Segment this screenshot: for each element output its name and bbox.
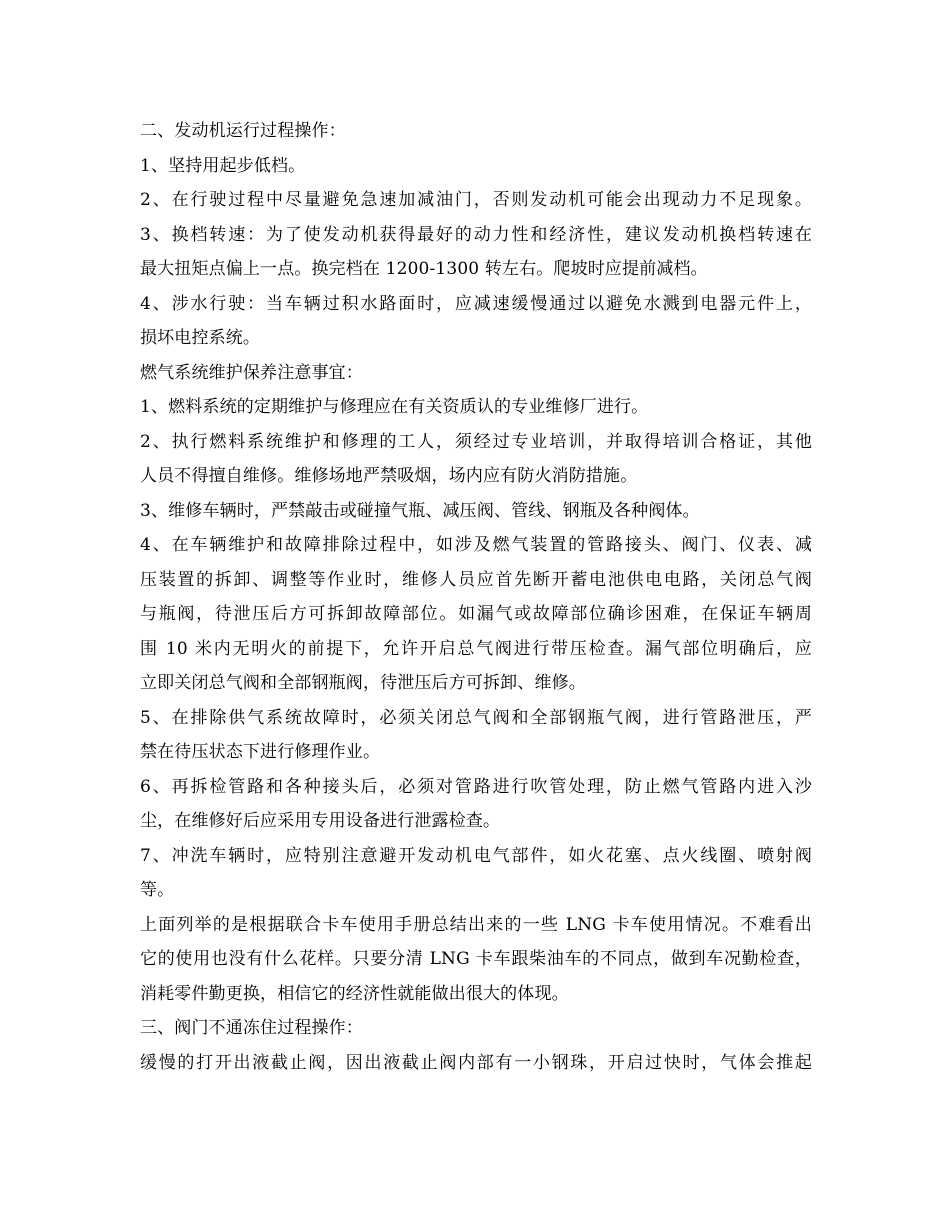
text-line: 缓慢的打开出液截止阀，因出液截止阀内部有一小钢珠，开启过快时，气体会推起 [140,1052,812,1073]
text-line: 压装置的拆卸、调整等作业时，维修人员应首先断开蓄电池供电电路，关闭总气阀 [140,569,812,590]
text-line: 最大扭矩点偏上一点。换完档在 1200-1300 转左右。爬坡时应提前减档。 [140,259,708,279]
text-line: 4、涉水行驶：当车辆过积水路面时，应减速缓慢通过以避免水溅到电器元件上， [140,293,812,314]
text-line: 尘，在维修好后应采用专用设备进行泄露检查。 [140,811,501,831]
text-line: 燃气系统维护保养注意事宜： [140,362,363,383]
text-line: 二、发动机运行过程操作： [140,121,346,141]
text-line: 禁在待压状态下进行修理作业。 [140,742,381,762]
text-line: 围 10 米内无明火的前提下，允许开启总气阀进行带压检查。漏气部位明确后，应 [140,638,812,659]
text-line: 三、阀门不通冻住过程操作： [140,1018,363,1038]
text-line: 消耗零件勤更换，相信它的经济性就能做出很大的体现。 [140,983,569,1004]
text-line: 4、在车辆维护和故障排除过程中，如涉及燃气装置的管路接头、阀门、仪表、减 [140,535,812,555]
text-line: 人员不得擅自维修。维修场地严禁吸烟，场内应有防火消防措施。 [140,466,638,486]
text-line: 2、在行驶过程中尽量避免急速加减油门，否则发动机可能会出现动力不足现象。 [140,190,812,210]
text-line: 7、冲洗车辆时，应特别注意避开发动机电气部件，如火花塞、点火线圈、喷射阀 [140,845,812,866]
text-line: 1、坚持用起步低档。 [140,155,306,176]
text-line: 损坏电控系统。 [140,328,261,348]
text-line: 2、执行燃料系统维护和修理的工人，须经过专业培训，并取得培训合格证，其他 [140,431,812,452]
text-line: 它的使用也没有什么花样。只要分清 LNG 卡车跟柴油车的不同点，做到车况勤检查， [140,949,812,969]
text-line: 立即关闭总气阀和全部钢瓶阀，待泄压后方可拆卸、维修。 [140,673,586,693]
text-line: 3、换档转速：为了使发动机获得最好的动力性和经济性，建议发动机换档转速在 [140,224,812,245]
text-line: 等。 [140,880,175,900]
text-line: 1、燃料系统的定期维护与修理应在有关资质认的专业维修厂进行。 [140,397,649,417]
text-line: 3、维修车辆时，严禁敲击或碰撞气瓶、减压阀、管线、钢瓶及各种阀体。 [140,500,700,521]
text-line: 5、在排除供气系统故障时，必须关闭总气阀和全部钢瓶气阀，进行管路泄压，严 [140,707,812,728]
text-line: 与瓶阀，待泄压后方可拆卸故障部位。如漏气或故障部位确诊困难，在保证车辆周 [140,604,812,624]
text-line: 上面列举的是根据联合卡车使用手册总结出来的一些 LNG 卡车使用情况。不难看出 [140,914,812,935]
document-body [140,114,812,1080]
text-line: 6、再拆检管路和各种接头后，必须对管路进行吹管处理，防止燃气管路内进入沙 [140,776,812,797]
